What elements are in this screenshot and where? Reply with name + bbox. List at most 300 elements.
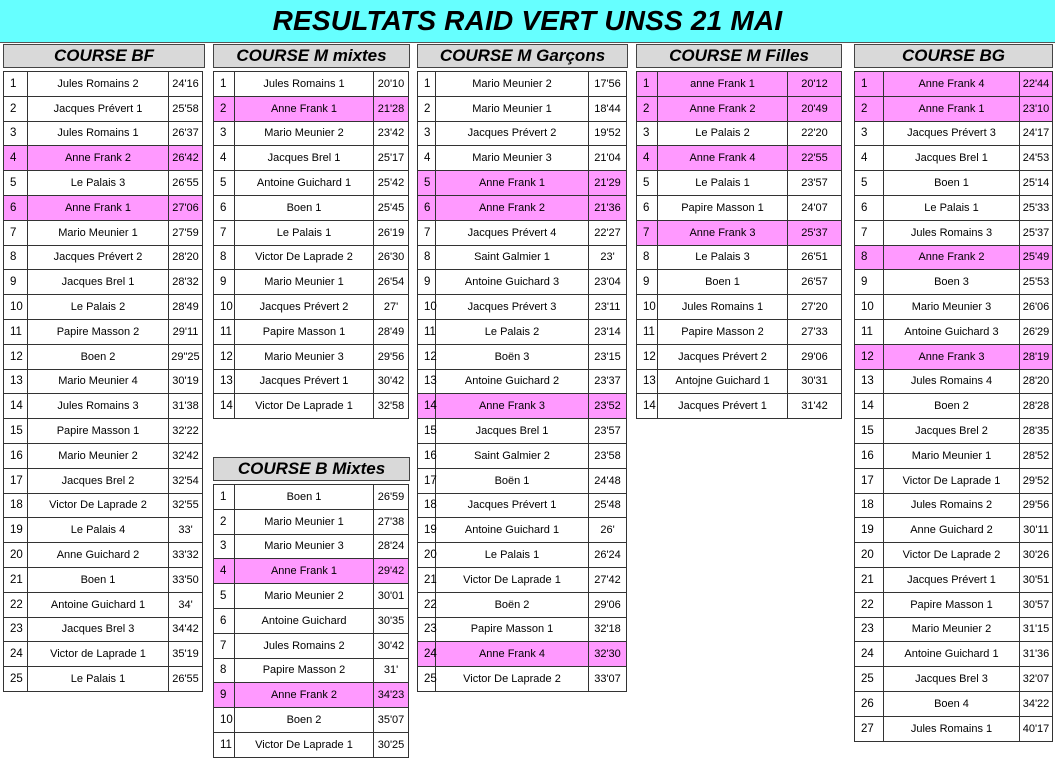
time-cell: 24'53 bbox=[1020, 146, 1053, 171]
time-cell: 24'17 bbox=[1020, 121, 1053, 146]
school-cell: Jules Romains 1 bbox=[235, 72, 374, 97]
result-row bbox=[214, 633, 409, 658]
rank-cell: 26 bbox=[855, 691, 884, 716]
rank-cell: 7 bbox=[4, 220, 28, 245]
result-row bbox=[855, 394, 1053, 419]
time-cell: 27'20 bbox=[788, 295, 842, 320]
rank-cell: 23 bbox=[4, 617, 28, 642]
rank-cell: 21 bbox=[855, 567, 884, 592]
result-row bbox=[214, 195, 409, 220]
result-row bbox=[855, 295, 1053, 320]
rank-cell: 25 bbox=[418, 667, 436, 692]
time-cell: 26'30 bbox=[374, 245, 409, 270]
result-row bbox=[855, 96, 1053, 121]
time-cell: 25'37 bbox=[1020, 220, 1053, 245]
rank-cell: 17 bbox=[418, 468, 436, 493]
school-cell: Le Palais 3 bbox=[28, 171, 169, 196]
school-cell: Jacques Prévert 2 bbox=[28, 245, 169, 270]
time-cell: 20'12 bbox=[788, 72, 842, 97]
time-cell: 26'29 bbox=[1020, 319, 1053, 344]
time-cell: 25'45 bbox=[374, 195, 409, 220]
time-cell: 34'42 bbox=[169, 617, 203, 642]
rank-cell: 5 bbox=[4, 171, 28, 196]
school-cell: Jules Romains 1 bbox=[658, 295, 788, 320]
result-row bbox=[418, 295, 627, 320]
result-row bbox=[418, 443, 627, 468]
rank-cell: 24 bbox=[855, 642, 884, 667]
school-cell: Anne Guichard 2 bbox=[884, 518, 1020, 543]
rank-cell: 15 bbox=[855, 419, 884, 444]
school-cell: Jules Romains 1 bbox=[884, 716, 1020, 741]
rank-cell: 12 bbox=[214, 344, 235, 369]
time-cell: 23'15 bbox=[589, 344, 627, 369]
school-cell: Victor De Laprade 1 bbox=[235, 732, 374, 757]
time-cell: 25'49 bbox=[1020, 245, 1053, 270]
result-row bbox=[855, 344, 1053, 369]
rank-cell: 4 bbox=[855, 146, 884, 171]
result-row bbox=[855, 443, 1053, 468]
rank-cell: 8 bbox=[637, 245, 658, 270]
time-cell: 32'22 bbox=[169, 419, 203, 444]
result-row bbox=[214, 708, 409, 733]
school-cell: Papire Masson 1 bbox=[884, 592, 1020, 617]
time-cell: 20'10 bbox=[374, 72, 409, 97]
rank-cell: 13 bbox=[855, 369, 884, 394]
course-bf-block bbox=[3, 44, 205, 692]
time-cell: 25'37 bbox=[788, 220, 842, 245]
school-cell: Papire Masson 1 bbox=[235, 319, 374, 344]
school-cell: Anne Frank 1 bbox=[235, 559, 374, 584]
rank-cell: 1 bbox=[418, 72, 436, 97]
result-row bbox=[418, 617, 627, 642]
result-row bbox=[4, 195, 203, 220]
time-cell: 34'22 bbox=[1020, 691, 1053, 716]
time-cell: 23'52 bbox=[589, 394, 627, 419]
course-b-mixtes-table bbox=[213, 484, 409, 758]
time-cell: 26'24 bbox=[589, 543, 627, 568]
school-cell: Mario Meunier 3 bbox=[436, 146, 589, 171]
course-bf-table bbox=[3, 71, 203, 692]
result-row bbox=[637, 369, 842, 394]
time-cell: 30'26 bbox=[1020, 543, 1053, 568]
rank-cell: 19 bbox=[855, 518, 884, 543]
result-row bbox=[4, 121, 203, 146]
time-cell: 28'52 bbox=[1020, 443, 1053, 468]
rank-cell: 13 bbox=[637, 369, 658, 394]
rank-cell: 11 bbox=[637, 319, 658, 344]
result-row bbox=[214, 509, 409, 534]
course-m-filles-title: COURSE M Filles bbox=[636, 44, 842, 68]
course-m-garcons-block bbox=[417, 44, 628, 692]
result-row bbox=[418, 518, 627, 543]
school-cell: Victor De Laprade 1 bbox=[436, 567, 589, 592]
result-row bbox=[4, 270, 203, 295]
rank-cell: 7 bbox=[637, 220, 658, 245]
school-cell: Boen 2 bbox=[884, 394, 1020, 419]
course-bf-title: COURSE BF bbox=[3, 44, 205, 68]
school-cell: Victor de Laprade 1 bbox=[28, 642, 169, 667]
rank-cell: 17 bbox=[855, 468, 884, 493]
rank-cell: 11 bbox=[4, 319, 28, 344]
result-row bbox=[214, 295, 409, 320]
result-row bbox=[637, 195, 842, 220]
rank-cell: 10 bbox=[214, 708, 235, 733]
result-row bbox=[214, 394, 409, 419]
result-row bbox=[418, 146, 627, 171]
school-cell: Jacques Brel 1 bbox=[884, 146, 1020, 171]
course-m-filles-block bbox=[636, 44, 842, 419]
school-cell: anne Frank 1 bbox=[658, 72, 788, 97]
time-cell: 21'36 bbox=[589, 195, 627, 220]
result-row bbox=[214, 485, 409, 510]
rank-cell: 3 bbox=[4, 121, 28, 146]
school-cell: Mario Meunier 1 bbox=[436, 96, 589, 121]
result-row bbox=[214, 559, 409, 584]
rank-cell: 18 bbox=[418, 493, 436, 518]
rank-cell: 6 bbox=[855, 195, 884, 220]
time-cell: 29"25 bbox=[169, 344, 203, 369]
rank-cell: 8 bbox=[418, 245, 436, 270]
time-cell: 28'35 bbox=[1020, 419, 1053, 444]
rank-cell: 10 bbox=[855, 295, 884, 320]
school-cell: Anne Frank 3 bbox=[658, 220, 788, 245]
school-cell: Le Palais 4 bbox=[28, 518, 169, 543]
time-cell: 26'42 bbox=[169, 146, 203, 171]
school-cell: Victor De Laprade 2 bbox=[884, 543, 1020, 568]
result-row bbox=[855, 642, 1053, 667]
result-row bbox=[418, 592, 627, 617]
rank-cell: 14 bbox=[855, 394, 884, 419]
result-row bbox=[855, 270, 1053, 295]
time-cell: 23'11 bbox=[589, 295, 627, 320]
school-cell: Victor De Laprade 2 bbox=[28, 493, 169, 518]
rank-cell: 12 bbox=[418, 344, 436, 369]
rank-cell: 24 bbox=[4, 642, 28, 667]
rank-cell: 9 bbox=[214, 270, 235, 295]
rank-cell: 27 bbox=[855, 716, 884, 741]
result-row bbox=[855, 468, 1053, 493]
school-cell: Jacques Prévert 2 bbox=[658, 344, 788, 369]
result-row bbox=[855, 592, 1053, 617]
school-cell: Mario Meunier 1 bbox=[235, 270, 374, 295]
school-cell: Boen 2 bbox=[235, 708, 374, 733]
rank-cell: 20 bbox=[418, 543, 436, 568]
school-cell: Antojne Guichard 1 bbox=[658, 369, 788, 394]
rank-cell: 5 bbox=[637, 171, 658, 196]
time-cell: 22'27 bbox=[589, 220, 627, 245]
rank-cell: 22 bbox=[418, 592, 436, 617]
time-cell: 24'07 bbox=[788, 195, 842, 220]
time-cell: 25'53 bbox=[1020, 270, 1053, 295]
rank-cell: 9 bbox=[214, 683, 235, 708]
result-row bbox=[855, 146, 1053, 171]
school-cell: Jacques Brel 3 bbox=[884, 667, 1020, 692]
school-cell: Antoine Guichard 1 bbox=[28, 592, 169, 617]
result-row bbox=[4, 146, 203, 171]
school-cell: Boën 2 bbox=[436, 592, 589, 617]
school-cell: Anne Frank 1 bbox=[436, 171, 589, 196]
school-cell: Boën 3 bbox=[436, 344, 589, 369]
result-row bbox=[4, 642, 203, 667]
time-cell: 26'37 bbox=[169, 121, 203, 146]
rank-cell: 7 bbox=[855, 220, 884, 245]
school-cell: Jules Romains 2 bbox=[884, 493, 1020, 518]
school-cell: Anne Frank 1 bbox=[28, 195, 169, 220]
result-row bbox=[214, 584, 409, 609]
course-b-mixtes-block bbox=[213, 457, 410, 758]
school-cell: Mario Meunier 2 bbox=[884, 617, 1020, 642]
rank-cell: 5 bbox=[855, 171, 884, 196]
school-cell: Boen 4 bbox=[884, 691, 1020, 716]
result-row bbox=[855, 72, 1053, 97]
rank-cell: 3 bbox=[214, 534, 235, 559]
school-cell: Antoine Guichard 1 bbox=[884, 642, 1020, 667]
result-row bbox=[418, 245, 627, 270]
course-b-mixtes-title: COURSE B Mixtes bbox=[213, 457, 410, 481]
time-cell: 28'20 bbox=[1020, 369, 1053, 394]
school-cell: Jacques Brel 1 bbox=[28, 270, 169, 295]
result-row bbox=[4, 592, 203, 617]
time-cell: 35'19 bbox=[169, 642, 203, 667]
result-row bbox=[4, 617, 203, 642]
school-cell: Antoine Guichard 2 bbox=[436, 369, 589, 394]
school-cell: Anne Frank 4 bbox=[436, 642, 589, 667]
school-cell: Mario Meunier 4 bbox=[28, 369, 169, 394]
school-cell: Anne Frank 2 bbox=[658, 96, 788, 121]
result-row bbox=[4, 171, 203, 196]
time-cell: 28'28 bbox=[1020, 394, 1053, 419]
result-row bbox=[4, 667, 203, 692]
result-row bbox=[855, 121, 1053, 146]
result-row bbox=[418, 171, 627, 196]
time-cell: 23'04 bbox=[589, 270, 627, 295]
result-row bbox=[418, 220, 627, 245]
rank-cell: 1 bbox=[214, 72, 235, 97]
time-cell: 25'33 bbox=[1020, 195, 1053, 220]
rank-cell: 15 bbox=[4, 419, 28, 444]
rank-cell: 8 bbox=[4, 245, 28, 270]
rank-cell: 11 bbox=[214, 732, 235, 757]
school-cell: Jacques Prévert 2 bbox=[235, 295, 374, 320]
result-row bbox=[855, 518, 1053, 543]
result-row bbox=[637, 146, 842, 171]
result-row bbox=[4, 394, 203, 419]
rank-cell: 9 bbox=[855, 270, 884, 295]
rank-cell: 3 bbox=[855, 121, 884, 146]
school-cell: Jacques Brel 1 bbox=[235, 146, 374, 171]
time-cell: 23'14 bbox=[589, 319, 627, 344]
school-cell: Saint Galmier 2 bbox=[436, 443, 589, 468]
time-cell: 30'19 bbox=[169, 369, 203, 394]
result-row bbox=[418, 667, 627, 692]
time-cell: 26'59 bbox=[374, 485, 409, 510]
rank-cell: 3 bbox=[637, 121, 658, 146]
rank-cell: 12 bbox=[855, 344, 884, 369]
course-bg-block bbox=[854, 44, 1053, 742]
rank-cell: 4 bbox=[4, 146, 28, 171]
rank-cell: 19 bbox=[4, 518, 28, 543]
rank-cell: 2 bbox=[637, 96, 658, 121]
rank-cell: 6 bbox=[418, 195, 436, 220]
time-cell: 29'56 bbox=[1020, 493, 1053, 518]
rank-cell: 9 bbox=[4, 270, 28, 295]
rank-cell: 11 bbox=[214, 319, 235, 344]
time-cell: 25'17 bbox=[374, 146, 409, 171]
time-cell: 29'06 bbox=[589, 592, 627, 617]
result-row bbox=[637, 295, 842, 320]
school-cell: Boen 1 bbox=[28, 567, 169, 592]
time-cell: 35'07 bbox=[374, 708, 409, 733]
result-row bbox=[214, 344, 409, 369]
time-cell: 22'20 bbox=[788, 121, 842, 146]
result-row bbox=[418, 419, 627, 444]
rank-cell: 1 bbox=[4, 72, 28, 97]
school-cell: Papire Masson 2 bbox=[28, 319, 169, 344]
result-row bbox=[214, 534, 409, 559]
time-cell: 30'42 bbox=[374, 633, 409, 658]
rank-cell: 20 bbox=[855, 543, 884, 568]
title-bar bbox=[0, 0, 1055, 43]
school-cell: Le Palais 1 bbox=[235, 220, 374, 245]
rank-cell: 7 bbox=[418, 220, 436, 245]
school-cell: Anne Frank 2 bbox=[436, 195, 589, 220]
school-cell: Jules Romains 3 bbox=[28, 394, 169, 419]
time-cell: 23'10 bbox=[1020, 96, 1053, 121]
time-cell: 28'19 bbox=[1020, 344, 1053, 369]
time-cell: 23' bbox=[589, 245, 627, 270]
page-title: RESULTATS RAID VERT UNSS 21 MAI bbox=[272, 5, 783, 36]
result-row bbox=[214, 608, 409, 633]
school-cell: Victor De Laprade 2 bbox=[436, 667, 589, 692]
result-row bbox=[4, 72, 203, 97]
result-row bbox=[418, 195, 627, 220]
result-row bbox=[214, 658, 409, 683]
school-cell: Antoine Guichard 1 bbox=[436, 518, 589, 543]
school-cell: Boen 1 bbox=[884, 171, 1020, 196]
school-cell: Mario Meunier 2 bbox=[235, 121, 374, 146]
time-cell: 31'15 bbox=[1020, 617, 1053, 642]
result-row bbox=[4, 344, 203, 369]
time-cell: 21'28 bbox=[374, 96, 409, 121]
result-row bbox=[4, 419, 203, 444]
rank-cell: 5 bbox=[214, 171, 235, 196]
result-row bbox=[637, 319, 842, 344]
time-cell: 20'49 bbox=[788, 96, 842, 121]
school-cell: Anne Frank 1 bbox=[235, 96, 374, 121]
time-cell: 22'55 bbox=[788, 146, 842, 171]
school-cell: Anne Frank 3 bbox=[884, 344, 1020, 369]
time-cell: 34' bbox=[169, 592, 203, 617]
result-row bbox=[637, 270, 842, 295]
rank-cell: 7 bbox=[214, 220, 235, 245]
time-cell: 26'54 bbox=[374, 270, 409, 295]
rank-cell: 2 bbox=[418, 96, 436, 121]
school-cell: Jacques Prévert 3 bbox=[436, 295, 589, 320]
time-cell: 26'57 bbox=[788, 270, 842, 295]
school-cell: Jacques Brel 3 bbox=[28, 617, 169, 642]
time-cell: 22'44 bbox=[1020, 72, 1053, 97]
result-row bbox=[4, 220, 203, 245]
rank-cell: 4 bbox=[214, 559, 235, 584]
rank-cell: 18 bbox=[855, 493, 884, 518]
result-row bbox=[4, 96, 203, 121]
rank-cell: 14 bbox=[637, 394, 658, 419]
result-row bbox=[855, 171, 1053, 196]
school-cell: Antoine Guichard bbox=[235, 608, 374, 633]
rank-cell: 25 bbox=[855, 667, 884, 692]
result-row bbox=[418, 567, 627, 592]
time-cell: 31' bbox=[374, 658, 409, 683]
rank-cell: 5 bbox=[418, 171, 436, 196]
school-cell: Anne Frank 2 bbox=[235, 683, 374, 708]
time-cell: 32'07 bbox=[1020, 667, 1053, 692]
result-row bbox=[214, 319, 409, 344]
course-m-mixtes-table bbox=[213, 71, 409, 419]
school-cell: Jacques Prévert 4 bbox=[436, 220, 589, 245]
result-row bbox=[855, 691, 1053, 716]
time-cell: 30'01 bbox=[374, 584, 409, 609]
rank-cell: 11 bbox=[855, 319, 884, 344]
time-cell: 29'42 bbox=[374, 559, 409, 584]
school-cell: Mario Meunier 1 bbox=[28, 220, 169, 245]
rank-cell: 16 bbox=[418, 443, 436, 468]
rank-cell: 6 bbox=[214, 195, 235, 220]
result-row bbox=[637, 121, 842, 146]
result-row bbox=[855, 220, 1053, 245]
school-cell: Jacques Prévert 1 bbox=[28, 96, 169, 121]
time-cell: 32'55 bbox=[169, 493, 203, 518]
result-row bbox=[4, 369, 203, 394]
result-row bbox=[855, 245, 1053, 270]
school-cell: Jacques Brel 1 bbox=[436, 419, 589, 444]
time-cell: 26' bbox=[589, 518, 627, 543]
rank-cell: 23 bbox=[418, 617, 436, 642]
time-cell: 29'06 bbox=[788, 344, 842, 369]
course-m-filles-table bbox=[636, 71, 842, 419]
time-cell: 30'42 bbox=[374, 369, 409, 394]
rank-cell: 6 bbox=[4, 195, 28, 220]
time-cell: 29'56 bbox=[374, 344, 409, 369]
result-row bbox=[418, 493, 627, 518]
school-cell: Mario Meunier 2 bbox=[235, 584, 374, 609]
school-cell: Anne Frank 2 bbox=[28, 146, 169, 171]
time-cell: 32'42 bbox=[169, 443, 203, 468]
time-cell: 23'42 bbox=[374, 121, 409, 146]
result-row bbox=[418, 72, 627, 97]
result-row bbox=[4, 493, 203, 518]
school-cell: Jules Romains 2 bbox=[28, 72, 169, 97]
school-cell: Anne Frank 4 bbox=[884, 72, 1020, 97]
school-cell: Boen 1 bbox=[235, 485, 374, 510]
rank-cell: 10 bbox=[637, 295, 658, 320]
time-cell: 32'18 bbox=[589, 617, 627, 642]
time-cell: 27'38 bbox=[374, 509, 409, 534]
result-row bbox=[855, 716, 1053, 741]
school-cell: Jules Romains 4 bbox=[884, 369, 1020, 394]
school-cell: Anne Frank 4 bbox=[658, 146, 788, 171]
rank-cell: 21 bbox=[418, 567, 436, 592]
result-row bbox=[4, 468, 203, 493]
time-cell: 40'17 bbox=[1020, 716, 1053, 741]
result-row bbox=[418, 369, 627, 394]
school-cell: Anne Guichard 2 bbox=[28, 543, 169, 568]
school-cell: Jules Romains 2 bbox=[235, 633, 374, 658]
course-bg-title: COURSE BG bbox=[854, 44, 1053, 68]
result-row bbox=[4, 319, 203, 344]
course-m-garcons-table bbox=[417, 71, 627, 692]
school-cell: Boën 1 bbox=[436, 468, 589, 493]
time-cell: 31'36 bbox=[1020, 642, 1053, 667]
